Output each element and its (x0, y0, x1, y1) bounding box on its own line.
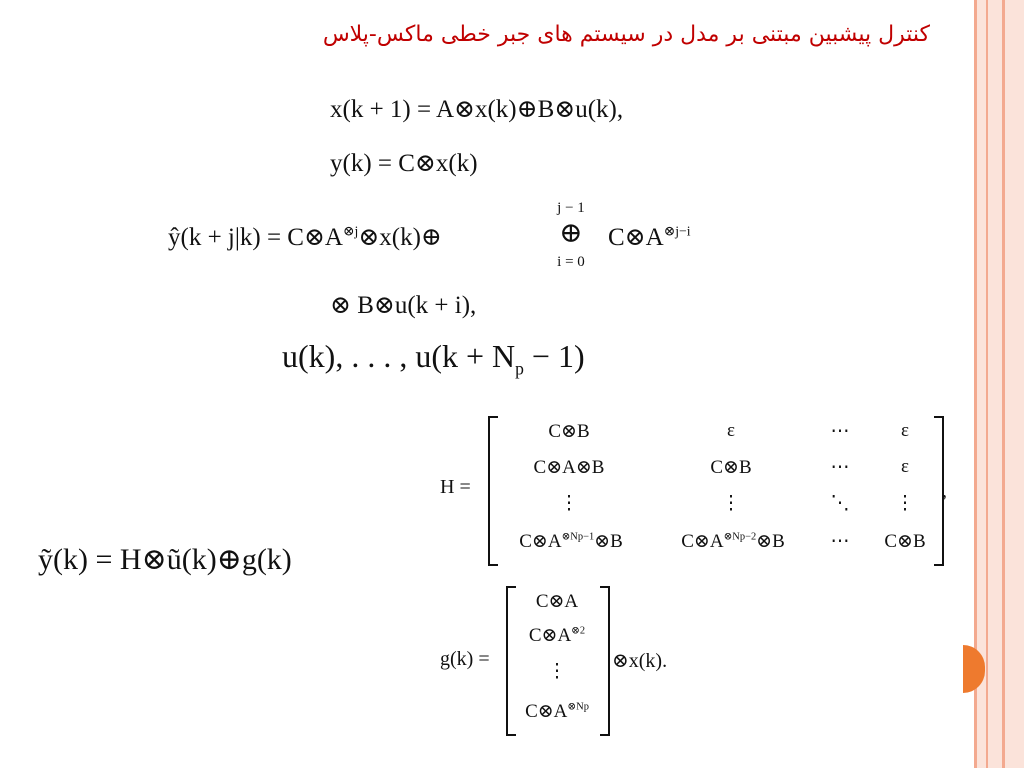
input-sequence-end: − 1) (523, 338, 585, 374)
matrix-g-cell (525, 700, 589, 723)
matrix-g-label: g(k) = (440, 648, 490, 670)
matrix-g-cell-base: C⊗A (528, 625, 572, 646)
matrix-h-comma: , (942, 480, 947, 502)
matrix-h-cell: ⋱ (830, 493, 850, 514)
matrix-h-cell: C⊗B (548, 421, 590, 442)
prediction-equation-lhs (168, 222, 442, 252)
matrix-h-cell: C⊗B (884, 531, 926, 552)
matrix-g-cell-exponent: ⊗2 (571, 625, 586, 637)
input-sequence (282, 338, 585, 379)
matrix-h-cell-exponent: ⊗Np−1 (561, 531, 595, 543)
matrix-h-cell: ε (901, 420, 909, 441)
decor-stripe (988, 0, 1002, 768)
matrix-g-tail: ⊗x(k). (612, 650, 668, 672)
prediction-equation-rhs (608, 222, 691, 252)
matrix-h-label: H = (440, 476, 471, 498)
prediction-mid: ⊗x(k)⊕ (358, 224, 442, 251)
matrix-h-cell: ⋮ (559, 493, 579, 514)
matrix-g-cell-exponent: ⊗Np (567, 701, 589, 713)
matrix-h-cell-end: ⊗B (594, 531, 623, 552)
matrix-h-cell: ⋯ (830, 457, 850, 478)
matrix-h-cell-base: C⊗A (519, 531, 562, 552)
matrix-g-cell: C⊗A (535, 591, 579, 612)
sum-operator: ⊕ (559, 218, 583, 249)
prediction-rhs-exponent: ⊗j−i (663, 223, 691, 239)
input-sequence-subscript: p (515, 358, 524, 379)
matrix-g-cell: ⋮ (547, 661, 567, 682)
matrix-h-cell: C⊗B (710, 457, 752, 478)
matrix-h-cell: C⊗A⊗B (533, 457, 605, 478)
sum-upper-limit: j − 1 (557, 200, 585, 216)
matrix-h-cell: ⋮ (895, 493, 915, 514)
state-equation: x(k + 1) = A⊗x(k)⊕B⊗u(k), (330, 96, 624, 123)
decor-stripe (1005, 0, 1024, 768)
matrix-g-cell-base: C⊗A (525, 701, 568, 722)
matrix-h-cell: ⋮ (721, 493, 741, 514)
slide-title: کنترل پیشبین مبتنی بر مدل در سیستم های جبر خطی ماکس-پلاس (322, 22, 930, 47)
matrix-h-cell (519, 530, 623, 553)
matrix-h-cell: ⋯ (830, 421, 850, 442)
sum-lower-limit: i = 0 (557, 254, 585, 270)
prediction-continuation: ⊗ B⊗u(k + i), (330, 292, 477, 319)
sum-operator-block (548, 200, 594, 272)
matrix-h-cell-exponent: ⊗Np−2 (723, 531, 757, 543)
compact-equation: ỹ(k) = H⊗ũ(k)⊕g(k) (38, 543, 292, 576)
output-equation: y(k) = C⊗x(k) (330, 150, 478, 177)
prediction-lhs-exponent: ⊗j (342, 223, 359, 239)
matrix-h-cell (681, 530, 785, 553)
input-sequence-start: u(k), . . . , u(k + N (282, 338, 516, 374)
matrix-g-right-bracket (600, 586, 610, 736)
matrix-h-cell: ε (901, 456, 909, 477)
prediction-lhs: ŷ(k + j|k) = C⊗A (168, 224, 343, 251)
matrix-h-cell: ⋯ (830, 531, 850, 552)
matrix-g-left-bracket (506, 586, 516, 736)
prediction-rhs: C⊗A (608, 224, 664, 251)
matrix-h-cell-base: C⊗A (681, 531, 724, 552)
matrix-h-left-bracket (488, 416, 498, 566)
matrix-h-cell: ε (727, 420, 735, 441)
matrix-h-cell-end: ⊗B (756, 531, 785, 552)
matrix-g-cell (529, 624, 585, 647)
